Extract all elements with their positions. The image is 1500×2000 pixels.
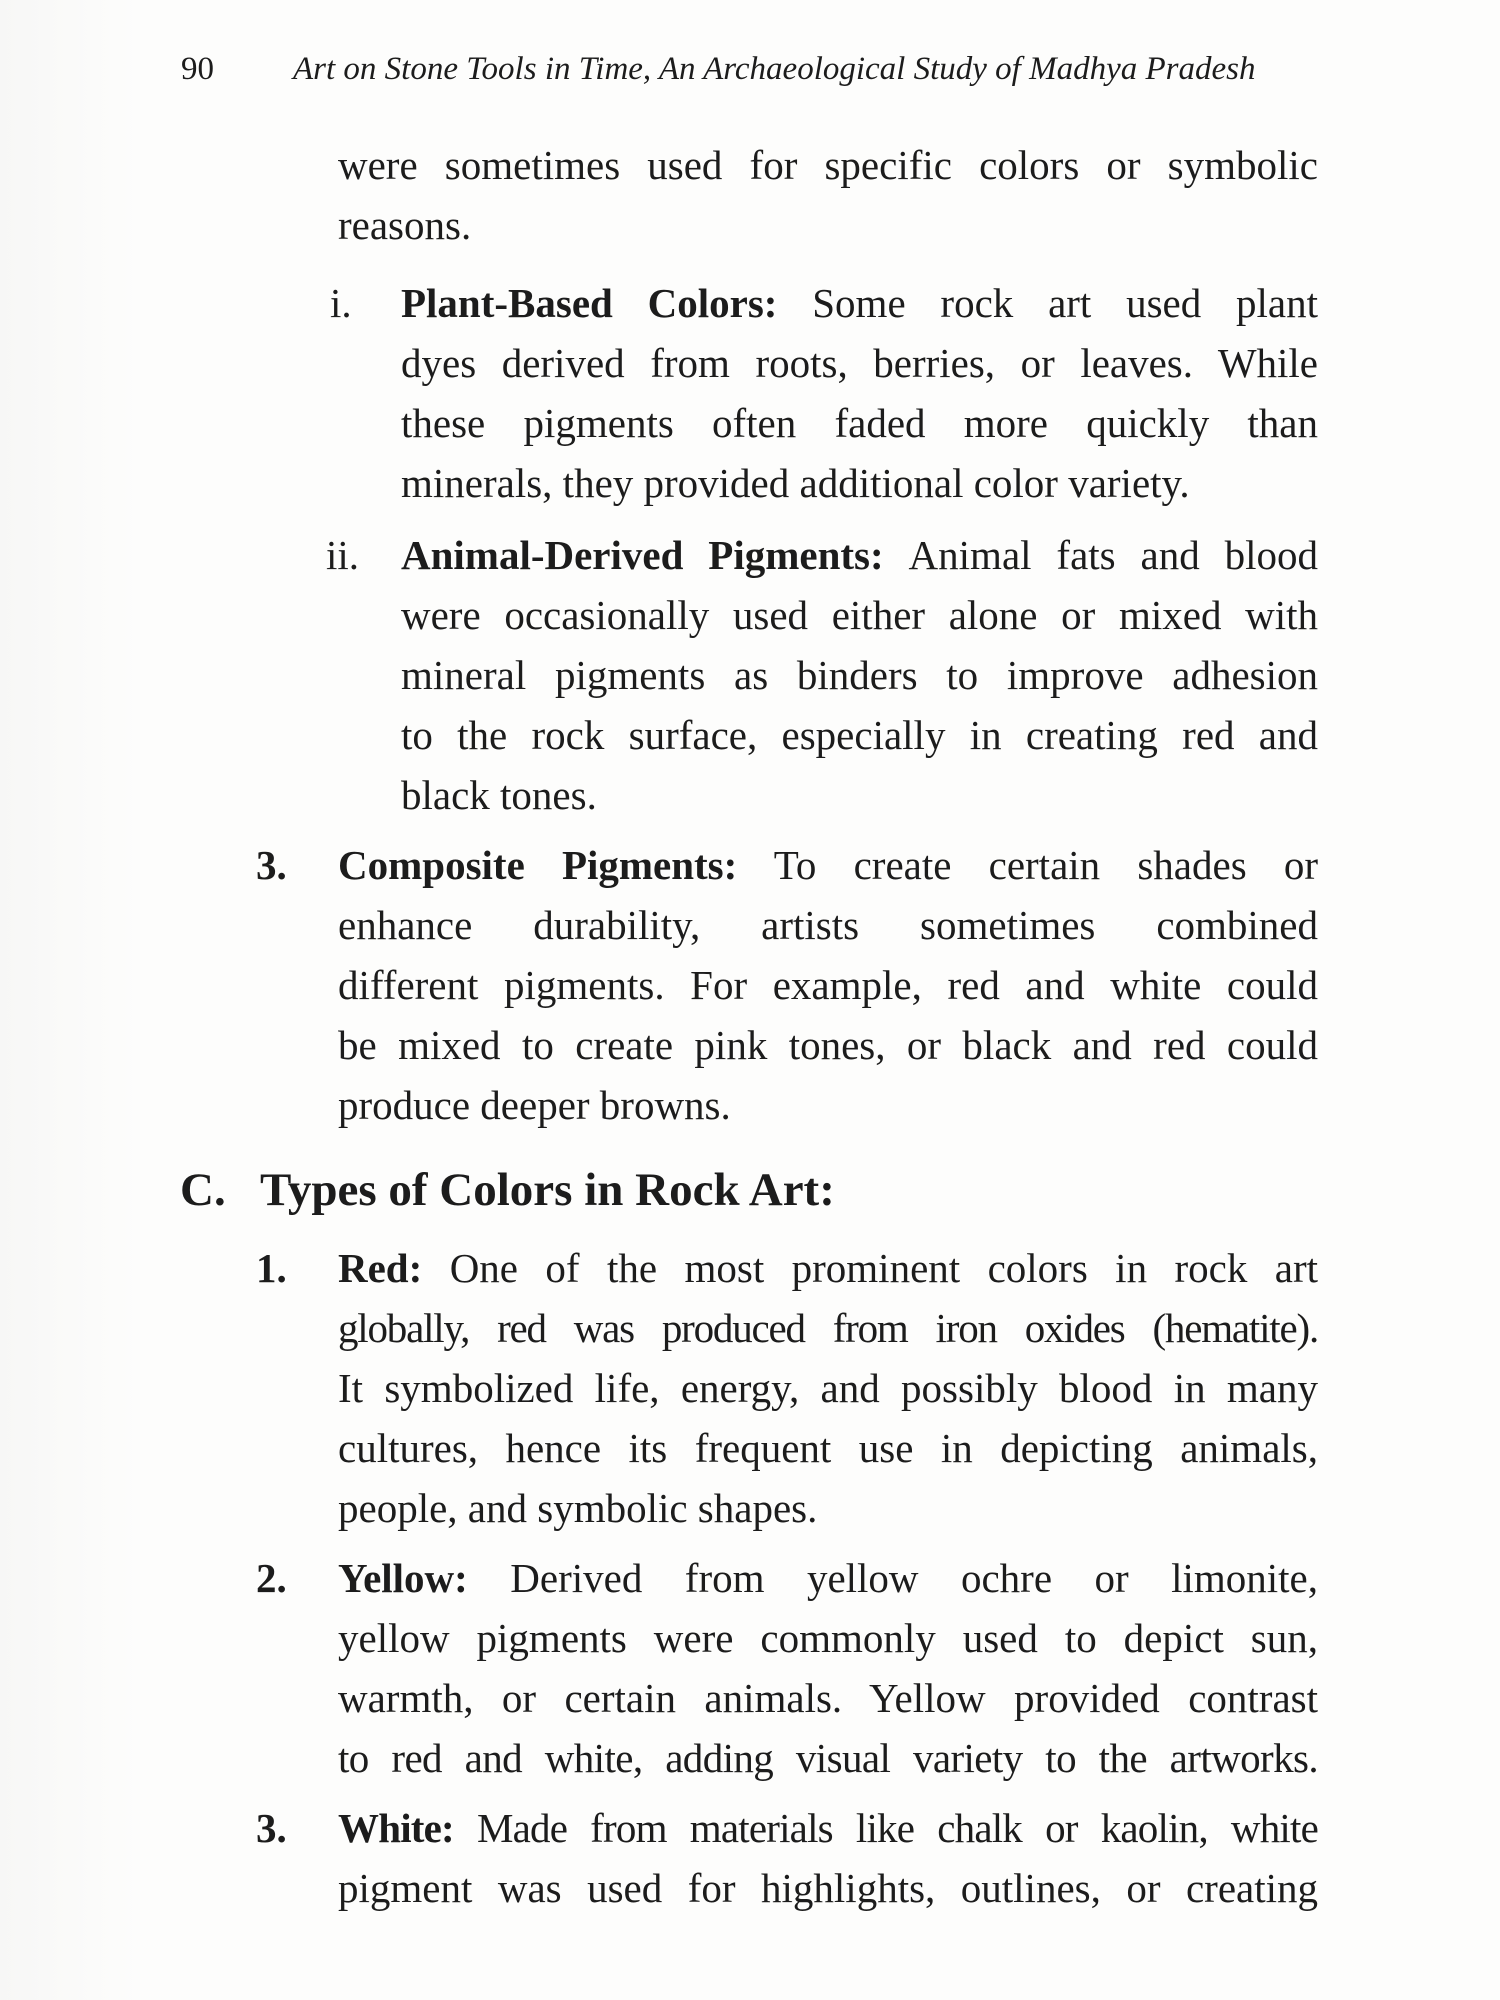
list-item-red	[338, 1238, 1318, 1538]
list-item-plant-based-colors	[401, 273, 1318, 513]
text-line: pigment was used for highlights, outlines, or creating	[338, 1865, 1318, 1911]
list-item-composite-pigments	[338, 835, 1318, 1135]
item-text: To create certain shades or	[773, 842, 1318, 888]
list-item-animal-derived-pigments	[401, 525, 1318, 825]
text-line: black tones.	[401, 772, 597, 818]
list-marker: 2.	[256, 1555, 287, 1601]
item-text: Animal fats and blood	[908, 532, 1318, 578]
list-item-white	[338, 1798, 1318, 1918]
text-line: reasons.	[338, 202, 472, 248]
text-line: warmth, or certain animals. Yellow provided contrast	[338, 1675, 1318, 1721]
text-line: yellow pigments were commonly used to depict sun,	[338, 1615, 1318, 1661]
text-line: cultures, hence its frequent use in depicting animals,	[338, 1425, 1318, 1471]
text-line: were occasionally used either alone or mixed with	[401, 592, 1318, 638]
text-line: these pigments often faded more quickly than	[401, 400, 1318, 446]
item-title: Plant-Based Colors:	[401, 280, 778, 326]
item-text: One of the most prominent colors in rock art	[449, 1245, 1319, 1291]
text-line: to the rock surface, especially in creating red and	[401, 712, 1318, 758]
list-item-yellow	[338, 1548, 1318, 1788]
text-line: people, and symbolic shapes.	[338, 1485, 818, 1531]
item-title: Animal-Derived Pigments:	[401, 532, 909, 578]
text-line	[338, 835, 1318, 895]
text-line: different pigments. For example, red and white could	[338, 962, 1318, 1008]
item-text: Some rock art used plant	[812, 280, 1319, 326]
text-line	[401, 273, 1318, 333]
item-text: Made from materials like chalk or kaolin, white	[476, 1805, 1318, 1851]
item-title: Red:	[338, 1245, 423, 1291]
list-marker: 3.	[256, 1805, 287, 1851]
text-line	[338, 1548, 1318, 1608]
text-line: globally, red was produced from iron oxides (hematite).	[338, 1305, 1318, 1351]
text-line: be mixed to create pink tones, or black and red could	[338, 1022, 1318, 1068]
page-gutter-shade	[0, 0, 140, 2000]
list-marker: ii.	[326, 532, 360, 578]
text-line: dyes derived from roots, berries, or leaves. While	[401, 340, 1318, 386]
text-line: enhance durability, artists sometimes combined	[338, 902, 1318, 948]
section-title: Types of Colors in Rock Art:	[260, 1164, 835, 1216]
text-line: produce deeper browns.	[338, 1082, 731, 1128]
list-marker: 1.	[256, 1245, 287, 1291]
section-letter: C.	[180, 1164, 226, 1216]
item-title: Composite Pigments:	[338, 842, 738, 888]
section-heading	[180, 1160, 835, 1220]
text-line: mineral pigments as binders to improve adhesion	[401, 652, 1318, 698]
text-line	[338, 1238, 1318, 1298]
list-marker: i.	[330, 280, 352, 326]
list-marker: 3.	[256, 842, 287, 888]
text-line: were sometimes used for specific colors or symbolic	[338, 142, 1318, 188]
page-number: 90	[181, 51, 214, 87]
text-line	[401, 525, 1318, 585]
text-line	[338, 1798, 1318, 1858]
page-header	[181, 44, 1332, 94]
text-line: to red and white, adding visual variety to the artworks.	[338, 1735, 1318, 1781]
item-text: Derived from yellow ochre or limonite,	[510, 1555, 1319, 1601]
item-title: White:	[338, 1805, 477, 1851]
text-line: minerals, they provided additional color variety.	[401, 460, 1190, 506]
intro-paragraph	[338, 135, 1318, 255]
running-title: Art on Stone Tools in Time, An Archaeological Study of Madhya Pradesh	[293, 51, 1256, 87]
text-line: It symbolized life, energy, and possibly blood in many	[338, 1365, 1318, 1411]
item-title: Yellow:	[338, 1555, 468, 1601]
